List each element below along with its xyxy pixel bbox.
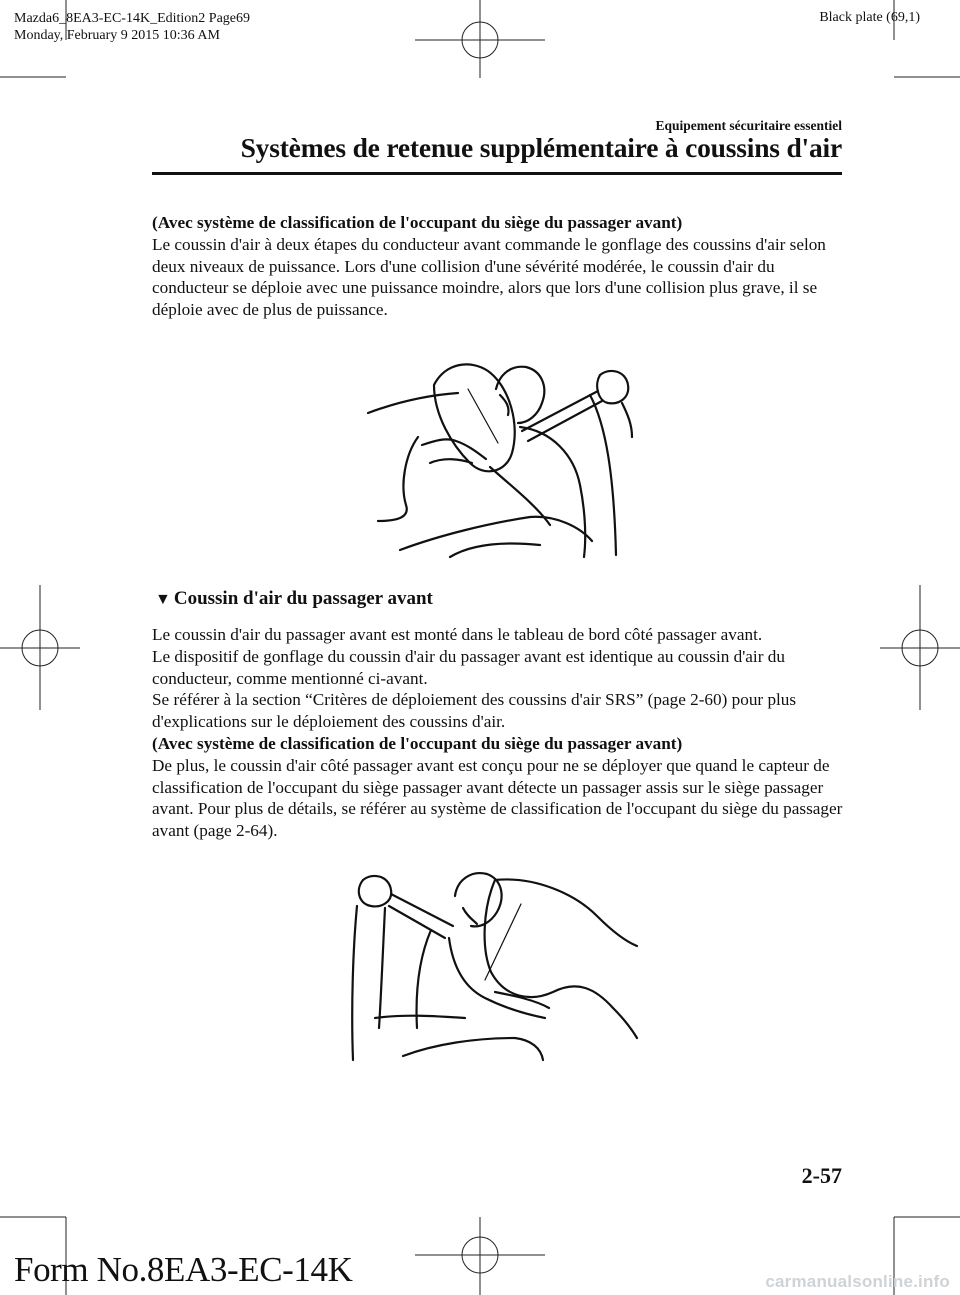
plate-label: Black plate (69,1)	[819, 10, 920, 25]
heading-text: Coussin d'air du passager avant	[173, 588, 433, 609]
triangle-marker-icon: ▼	[155, 591, 171, 608]
passenger-airbag-heading	[155, 588, 433, 610]
page-title: Systèmes de retenue supplémentaire à coussins d'air	[240, 132, 842, 163]
title-rule	[152, 172, 842, 175]
section-label: Equipement sécuritaire essentiel	[655, 118, 842, 133]
driver-airbag-illustration	[360, 345, 650, 560]
passenger-airbag-text-block	[152, 624, 852, 842]
file-date: Monday, February 9 2015 10:36 AM	[14, 28, 220, 43]
two-stage-airbag-text: Le coussin d'air à deux étapes du conducteur avant commande le gonflage des coussins d'air selon deux niveaux de puissance. Lors d'une collision d'une sévérité modérée, le coussin d'air du conducteur se déploie avec une puissance moindre, alors que lors d'une collision plus grave, il se déploie avec de plus de puissance.	[152, 234, 826, 320]
classification-note-2: (Avec système de classification de l'occupant du siège du passager avant)	[152, 733, 683, 753]
file-info	[14, 10, 250, 44]
file-name: Mazda6_8EA3-EC-14K_Edition2 Page69	[14, 11, 251, 26]
page-number: 2-57	[801, 1163, 842, 1188]
inflator-text: Le dispositif de gonflage du coussin d'air du passager avant est identique au coussin d'air du conducteur, comme mentionné ci-avant.	[152, 646, 785, 688]
deployment-reference-text: Se référer à la section “Critères de déploiement des coussins d'air SRS” (page 2-60) pour plus d'explications sur le déploiement des coussins d'air.	[152, 690, 797, 732]
mounting-text: Le coussin d'air du passager avant est monté dans le tableau de bord côté passager avant.	[152, 625, 763, 644]
watermark: carmanualsonline.info	[765, 1272, 950, 1291]
intro-text-block	[152, 212, 852, 321]
classification-sensor-text: De plus, le coussin d'air côté passager avant est conçu pour ne se déployer que quand le capteur de classification de l'occupant du siège passager avant détecte un passager assis sur le siège passager avant. Pour plus de détails, se référer au système de classification de l'occupant du siège du passager avant (page 2-64).	[152, 755, 843, 841]
classification-note-1: (Avec système de classification de l'occupant du siège du passager avant)	[152, 213, 683, 232]
passenger-airbag-illustration	[345, 868, 645, 1068]
form-number: Form No.8EA3-EC-14K	[14, 1250, 353, 1289]
